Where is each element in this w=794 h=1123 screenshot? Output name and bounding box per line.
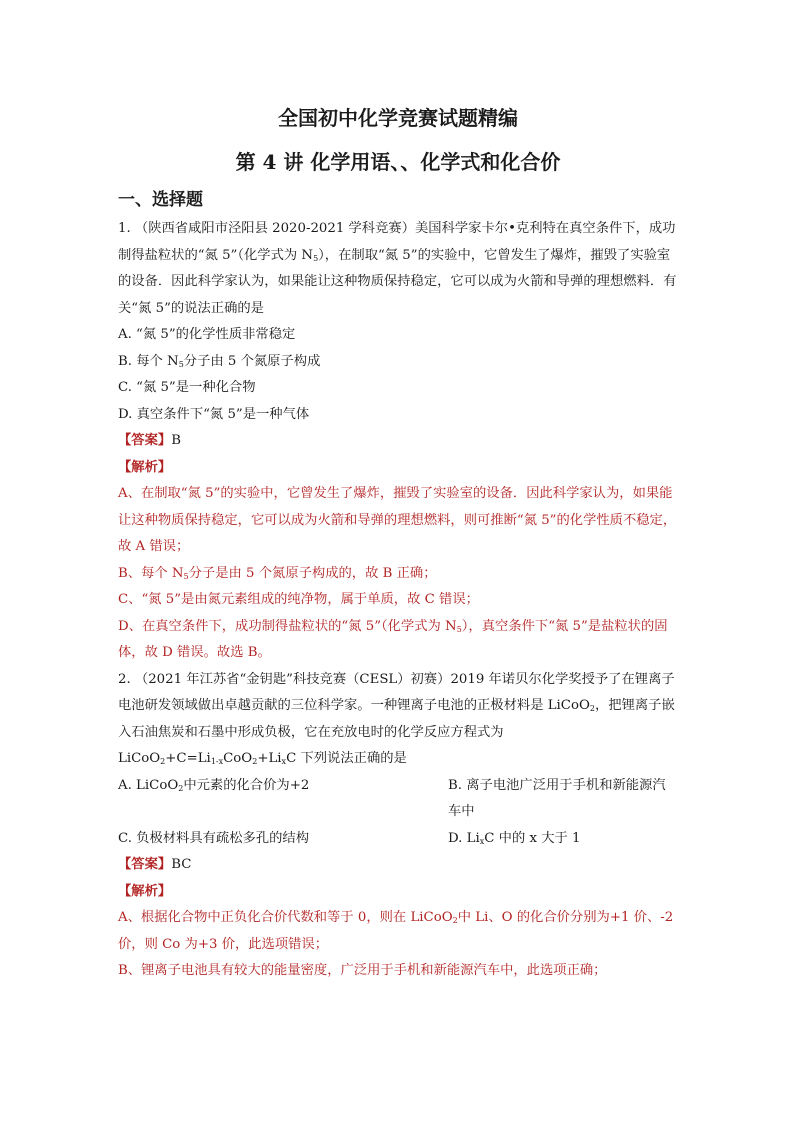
question-2-options-cd (118, 826, 678, 853)
question-1-analysis-label: 【解析】 (118, 459, 172, 475)
question-1-answer: 【答案】B (118, 433, 181, 448)
question-1-option-c: C. “氮 5”是一种化合物 (118, 380, 256, 395)
question-2-option-a: A. LiCoO$_2$中元素的化合价为+2 (118, 777, 310, 793)
question-2-answer: 【答案】BC (118, 857, 192, 872)
section-heading: 一、选择题 (118, 190, 203, 210)
question-1-analysis-d: D、在真空条件下，成功制得盐粒状的“氮 5”（化学式为 $N_5$），真空条件下“氮 5”是盐粒状的固体，故 D 错误。故选 B。 (118, 618, 668, 660)
question-2-option-d: D. $Li_xC$ 中的 x 大于 1 (448, 830, 581, 846)
question-2-analysis-b: B、锂离子电池具有较大的能量密度，广泛用于手机和新能源汽车中，此选项正确； (118, 963, 607, 978)
question-2-option-b: B. 离子电池广泛用于手机和新能源汽车中 (448, 777, 666, 819)
question-2-analysis-label: 【解析】 (118, 883, 172, 899)
question-1-option-b: B. 每个 $N_5$分子由 5 个氮原子构成 (118, 353, 321, 369)
question-2-stem: 2. （2021 年江苏省“金钥匙”科技竞赛（CESL）初赛）2019 年诺贝尔化学奖授予了在锂离子电池研发领域做出卓越贡献的三位科学家。一种锂离子电池的正极材料是 LiCoO$_2$，把锂离子嵌入石油焦炭和石墨中形成负极，它在充放电时的化学反应方程式为 (118, 671, 675, 740)
question-2-analysis-a: A、根据化合物中正负化合价代数和等于 0，则在 LiCoO$_2$中 Li、O 的化合价分别为+1 价、-2 价，则 Co 为+3 价，此选项错误； (118, 910, 674, 952)
question-2-equation: $LiCoO_2+C=Li_{1-x}CoO_2+Li_xC$ 下列说法正确的是 (118, 751, 407, 766)
question-1-option-d: D. 真空条件下“氮 5”是一种气体 (118, 406, 310, 422)
question-1-analysis-c: C、“氮 5”是由氮元素组成的纯净物，属于单质，故 C 错误； (118, 592, 479, 607)
document-title: 全国初中化学竞赛试题精编 (278, 106, 518, 130)
question-2-options-ab (118, 773, 678, 826)
question-1-option-a: A. “氮 5”的化学性质非常稳定 (118, 327, 296, 342)
question-2-option-c: C. 负极材料具有疏松多孔的结构 (118, 830, 310, 846)
question-1-analysis-a: A、在制取“氮 5”的实验中，它曾发生了爆炸，摧毁了实验室的设备．因此科学家认为，如果能让这种物质保持稳定，它可以成为火箭和导弹的理想燃料，则可推断“氮 5”的化学性质不稳定，故 A 错误； (118, 486, 677, 554)
question-1-analysis-b: B、每个 $N_5$分子是由 5 个氮原子构成的，故 B 正确； (118, 565, 437, 581)
lesson-title: 第 4 讲 化学用语、、化学式和化合价 (235, 150, 561, 174)
document-page (118, 92, 678, 985)
question-1-stem: 1. （陕西省咸阳市泾阳县 2020-2021 学科竞赛）美国科学家卡尔•克利特在真空条件下，成功制得盐粒状的“氮 5”（化学式为 $N_5$），在制取“氮 5”的实验中，它曾发生了爆炸，摧毁了实验室的设备．因此科学家认为，如果能让这种物质保持稳定，它可以成为火箭和导弹的理想燃料．有关“氮 5”的说法正确的是 (118, 221, 677, 316)
